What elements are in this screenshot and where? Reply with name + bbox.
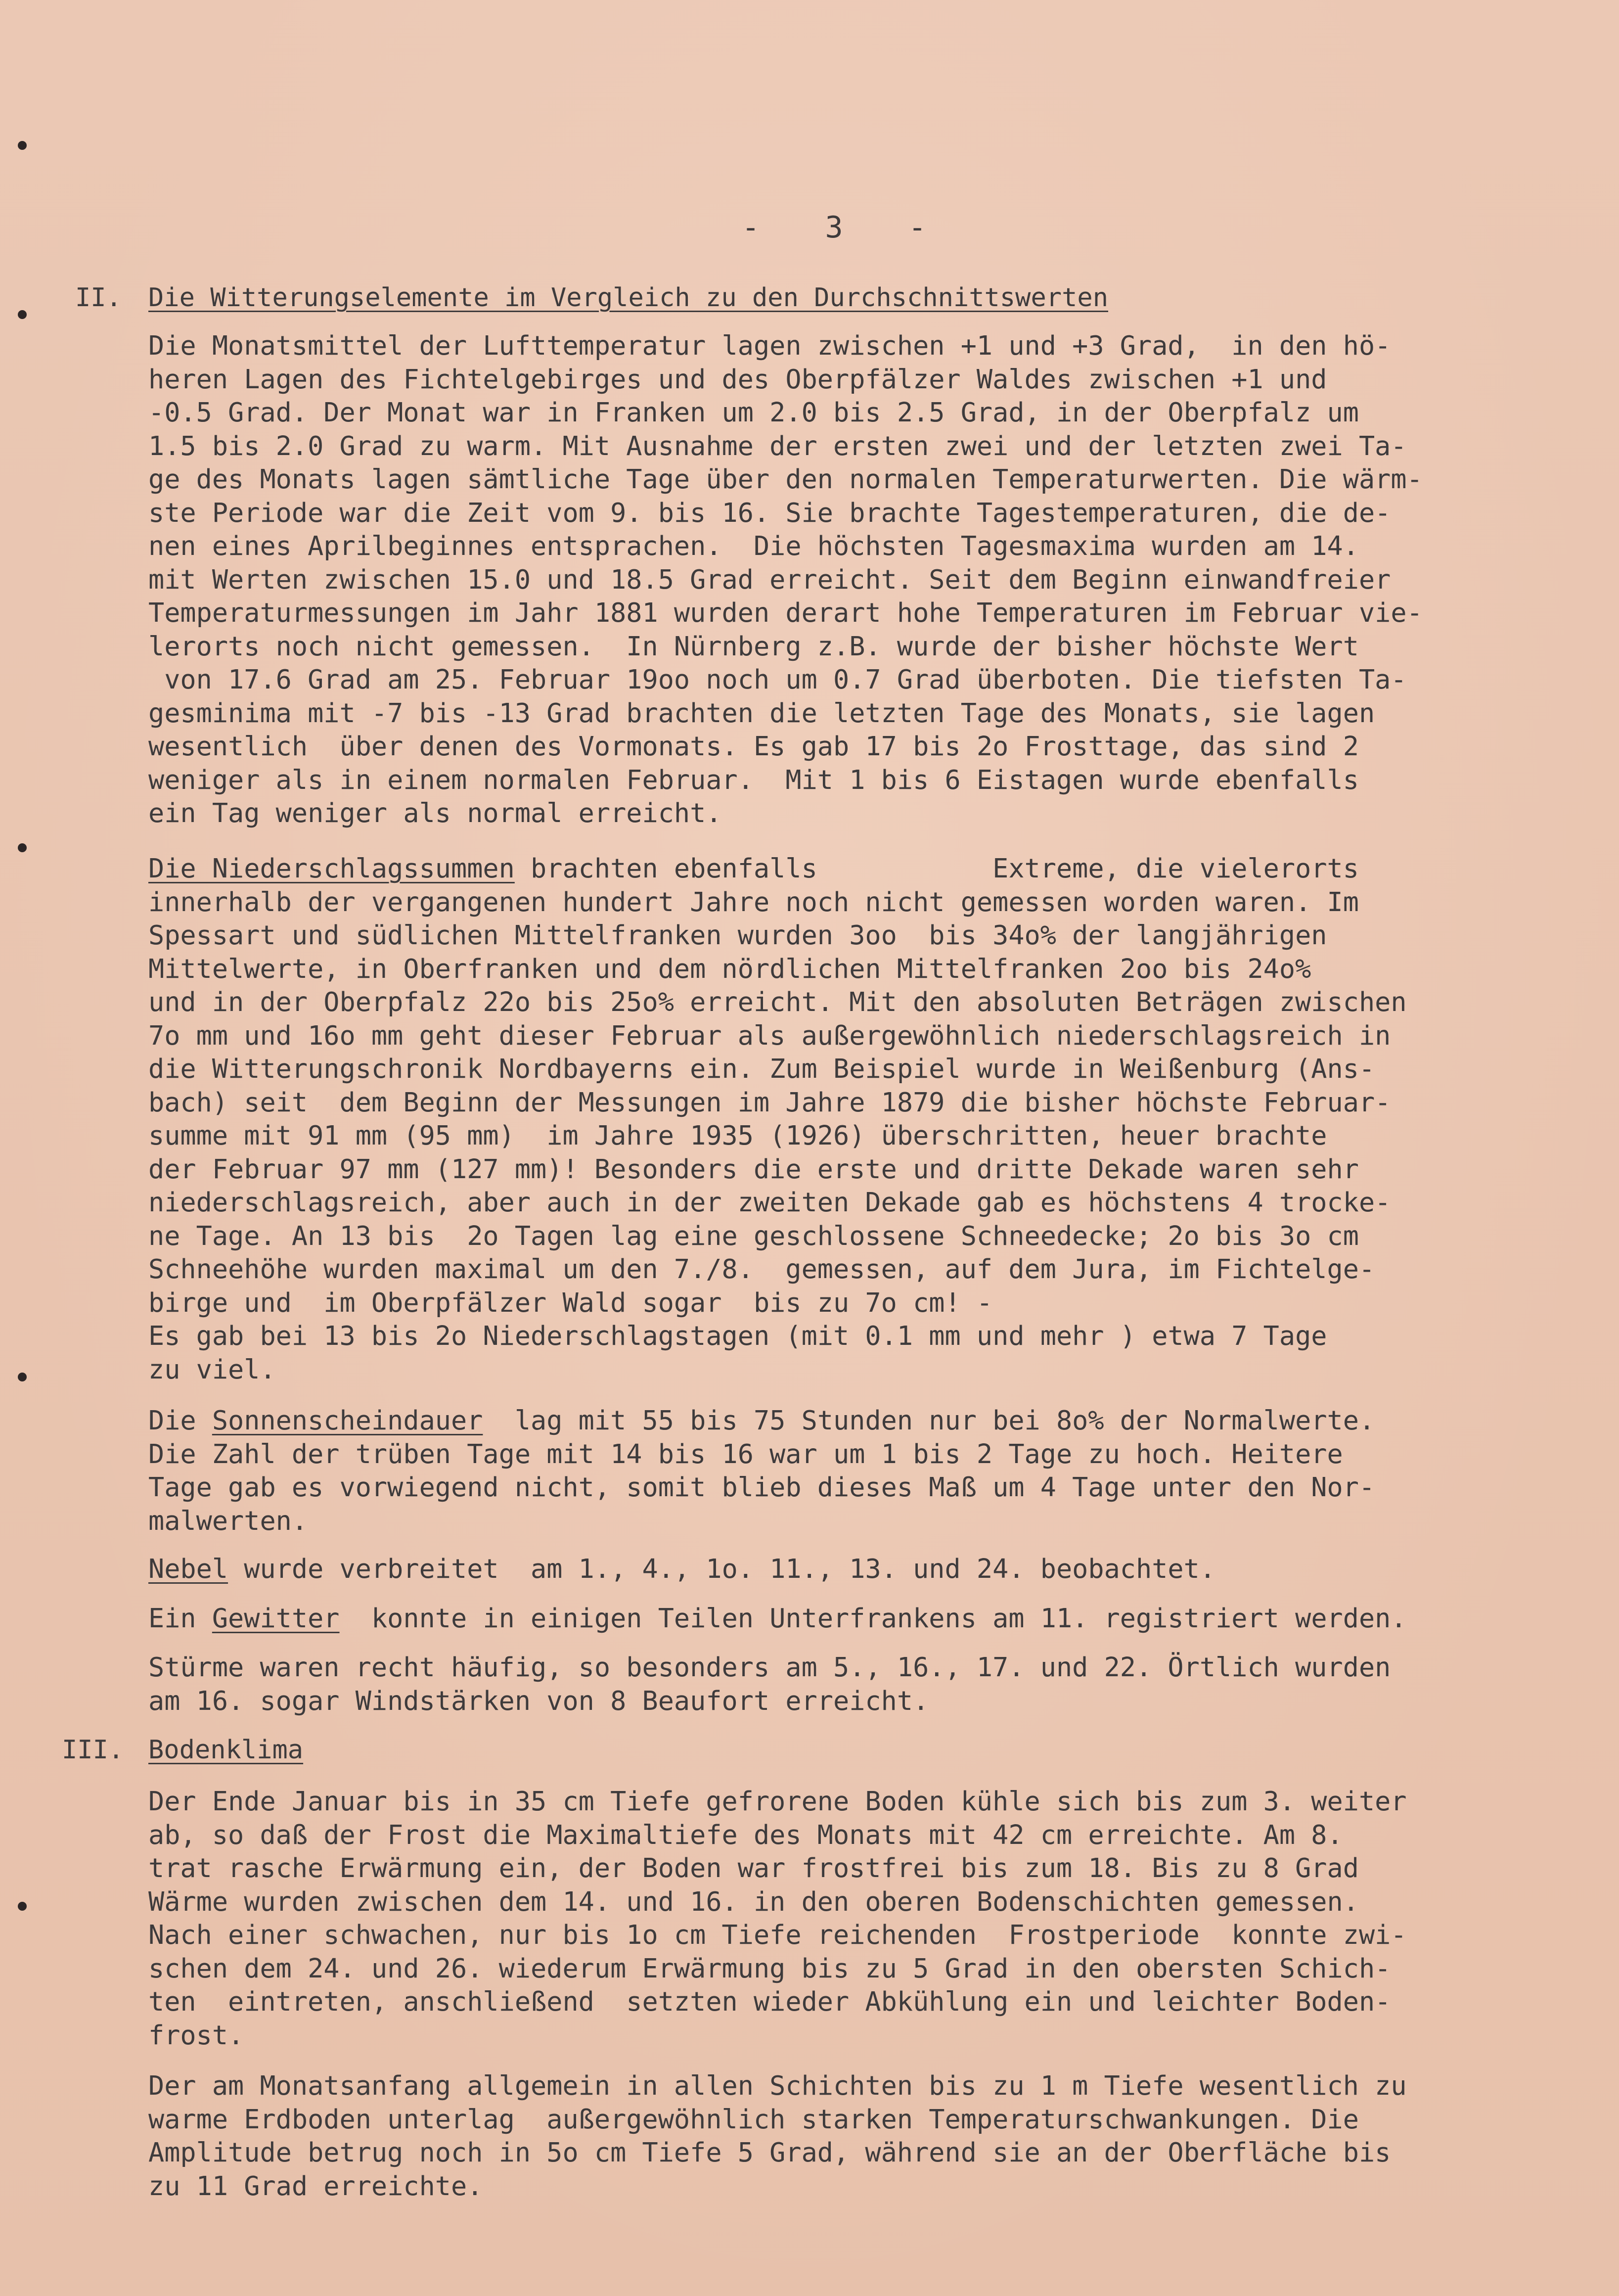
text-line: Tage gab es vorwiegend nicht, somit blieb dieses Maß um 4 Tage unter den Nor- [148,1471,1375,1503]
text-line: die Witterungschronik Nordbayerns ein. Zum Beispiel wurde in Weißenburg (Ans- [148,1053,1375,1084]
keyword-gewitter: Gewitter [212,1603,340,1634]
text-line: Amplitude betrug noch in 5o cm Tiefe 5 Grad, während sie an der Oberfläche bis [148,2137,1391,2168]
text-line: schen dem 24. und 26. wiederum Erwärmung bis zu 5 Grad in den obersten Schich- [148,1952,1391,1984]
text-line: zu viel. [148,1353,276,1385]
text-line: wesentlich über denen des Vormonats. Es gab 17 bis 2o Frosttage, das sind 2 [148,731,1359,762]
text-line [148,1602,1563,1635]
text-line: trat rasche Erwärmung ein, der Boden war frostfrei bis zum 18. Bis zu 8 Grad [148,1852,1359,1883]
text-line: ge des Monats lagen sämtliche Tage über den normalen Temperaturwerten. Die wärm- [148,463,1423,495]
text-line: ab, so daß der Frost die Maximaltiefe des Monats mit 42 cm erreichte. Am 8. [148,1819,1343,1850]
text-line: Der Ende Januar bis in 35 cm Tiefe gefrorene Boden kühle sich bis zum 3. weiter [148,1786,1407,1817]
page-number: - 3 - [742,210,930,245]
text-line: Wärme wurden zwischen dem 14. und 16. in den oberen Bodenschichten gemessen. [148,1885,1359,1917]
text-line: lerorts noch nicht gemessen. In Nürnberg z.B. wurde der bisher höchste Wert [148,630,1359,662]
text-line: weniger als in einem normalen Februar. Mit 1 bis 6 Eistagen wurde ebenfalls [148,764,1359,795]
text-line: -0.5 Grad. Der Monat war in Franken um 2.0 bis 2.5 Grad, in der Oberpfalz um [148,397,1359,428]
text-line: nen eines Aprilbeginnes entsprachen. Die höchsten Tagesmaxima wurden am 14. [148,530,1359,561]
keyword-sonnenscheindauer: Sonnenscheindauer [212,1405,483,1436]
text-line: von 17.6 Grad am 25. Februar 19oo noch um 0.7 Grad überboten. Die tiefsten Ta- [148,664,1407,695]
text-segment: brachten ebenfalls Extreme, die vielerorts [514,853,1359,884]
text-line: malwerten. [148,1505,308,1536]
text-line: heren Lagen des Fichtelgebirges und des Oberpfälzer Waldes zwischen +1 und [148,363,1327,395]
text-line: gesminima mit -7 bis -13 Grad brachten die letzten Tage des Monats, sie lagen [148,697,1375,729]
text-line: der Februar 97 mm (127 mm)! Besonders die erste und dritte Dekade waren sehr [148,1153,1359,1185]
text-line: ste Periode war die Zeit vom 9. bis 16. Sie brachte Tagestemperaturen, die de- [148,497,1391,528]
text-line: Temperaturmessungen im Jahr 1881 wurden derart hohe Temperaturen im Februar vie- [148,597,1423,628]
text-line: am 16. sogar Windstärken von 8 Beaufort erreicht. [148,1685,929,1716]
text-line: Nach einer schwachen, nur bis 1o cm Tiefe reichenden Frostperiode konnte zwi- [148,1919,1407,1950]
paragraph-sonnenschein [148,1404,1563,1537]
paragraph-lufttemperatur [148,329,1563,830]
paragraph-stuerme [148,1651,1563,1717]
text-line [148,852,1563,885]
keyword-niederschlagssummen: Die Niederschlagssummen [148,853,515,884]
text-line: 1.5 bis 2.0 Grad zu warm. Mit Ausnahme der ersten zwei und der letzten zwei Ta- [148,430,1407,461]
text-line: und in der Oberpfalz 22o bis 25o% erreicht. Mit den absoluten Beträgen zwischen [148,986,1407,1017]
text-line: Schneehöhe wurden maximal um den 7./8. gemessen, auf dem Jura, im Fichtelge- [148,1253,1375,1285]
text-line: frost. [148,2019,244,2051]
text-line: innerhalb der vergangenen hundert Jahre noch nicht gemessen worden waren. Im [148,886,1359,918]
keyword-nebel: Nebel [148,1553,228,1584]
text-line [148,1404,1563,1437]
text-line: 7o mm und 16o mm geht dieser Februar als außergewöhnlich niederschlagsreich in [148,1019,1391,1051]
paragraph-gewitter [148,1602,1563,1635]
text-line: Es gab bei 13 bis 2o Niederschlagstagen (mit 0.1 mm und mehr ) etwa 7 Tage [148,1320,1327,1351]
text-line: Der am Monatsanfang allgemein in allen Schichten bis zu 1 m Tiefe wesentlich zu [148,2070,1407,2101]
text-line: ten eintreten, anschließend setzten wieder Abkühlung ein und leichter Boden- [148,1986,1391,2017]
binder-hole [18,310,27,319]
text-segment: konnte in einigen Teilen Unterfrankens am 11. registriert werden. [339,1603,1407,1634]
text-line: ne Tage. An 13 bis 2o Tagen lag eine geschlossene Schneedecke; 2o bis 3o cm [148,1220,1359,1251]
text-line: Spessart und südlichen Mittelfranken wurden 3oo bis 34o% der langjährigen [148,919,1327,951]
text-line [148,1552,1563,1586]
section-3-number: III. [62,1735,124,1765]
text-line: Die Monatsmittel der Lufttemperatur lagen zwischen +1 und +3 Grad, in den hö- [148,330,1391,361]
text-segment: wurde verbreitet am 1., 4., 1o. 11., 13. und 24. beobachtet. [228,1553,1216,1584]
binder-hole [18,141,27,150]
text-line: birge und im Oberpfälzer Wald sogar bis zu 7o cm! - [148,1286,993,1318]
text-line: niederschlagsreich, aber auch in der zweiten Dekade gab es höchstens 4 trocke- [148,1187,1391,1218]
text-line: Stürme waren recht häufig, so besonders am 5., 16., 17. und 22. Örtlich wurden [148,1652,1391,1683]
paragraph-niederschlag [148,852,1563,1386]
text-line: mit Werten zwischen 15.0 und 18.5 Grad erreicht. Seit dem Beginn einwandfreier [148,563,1391,595]
paragraph-bodenklima-1 [148,1785,1563,2052]
binder-hole [18,1902,27,1911]
text-line: ein Tag weniger als normal erreicht. [148,797,722,828]
text-line: Mittelwerte, in Oberfranken und dem nördlichen Mittelfranken 2oo bis 24o% [148,953,1311,984]
text-segment: Die [148,1405,212,1436]
text-line: summe mit 91 mm (95 mm) im Jahre 1935 (1926) überschritten, heuer brachte [148,1120,1327,1151]
binder-hole [18,1373,27,1381]
section-3-title: Bodenklima [148,1735,304,1765]
text-segment: lag mit 55 bis 75 Stunden nur bei 8o% der Normalwerte. [483,1405,1375,1436]
text-line: Die Zahl der trüben Tage mit 14 bis 16 war um 1 bis 2 Tage zu hoch. Heitere [148,1438,1343,1469]
section-2-number: II. [75,283,122,313]
text-line: bach) seit dem Beginn der Messungen im Jahre 1879 die bisher höchste Februar- [148,1086,1391,1118]
text-line: zu 11 Grad erreichte. [148,2170,483,2202]
paragraph-nebel [148,1552,1563,1586]
paragraph-bodenklima-2 [148,2069,1563,2203]
text-segment: Ein [148,1603,212,1634]
section-2-title: Die Witterungselemente im Vergleich zu den Durchschnittswerten [148,283,1109,313]
binder-hole [18,843,27,852]
text-line: warme Erdboden unterlag außergewöhnlich starken Temperaturschwankungen. Die [148,2103,1359,2135]
